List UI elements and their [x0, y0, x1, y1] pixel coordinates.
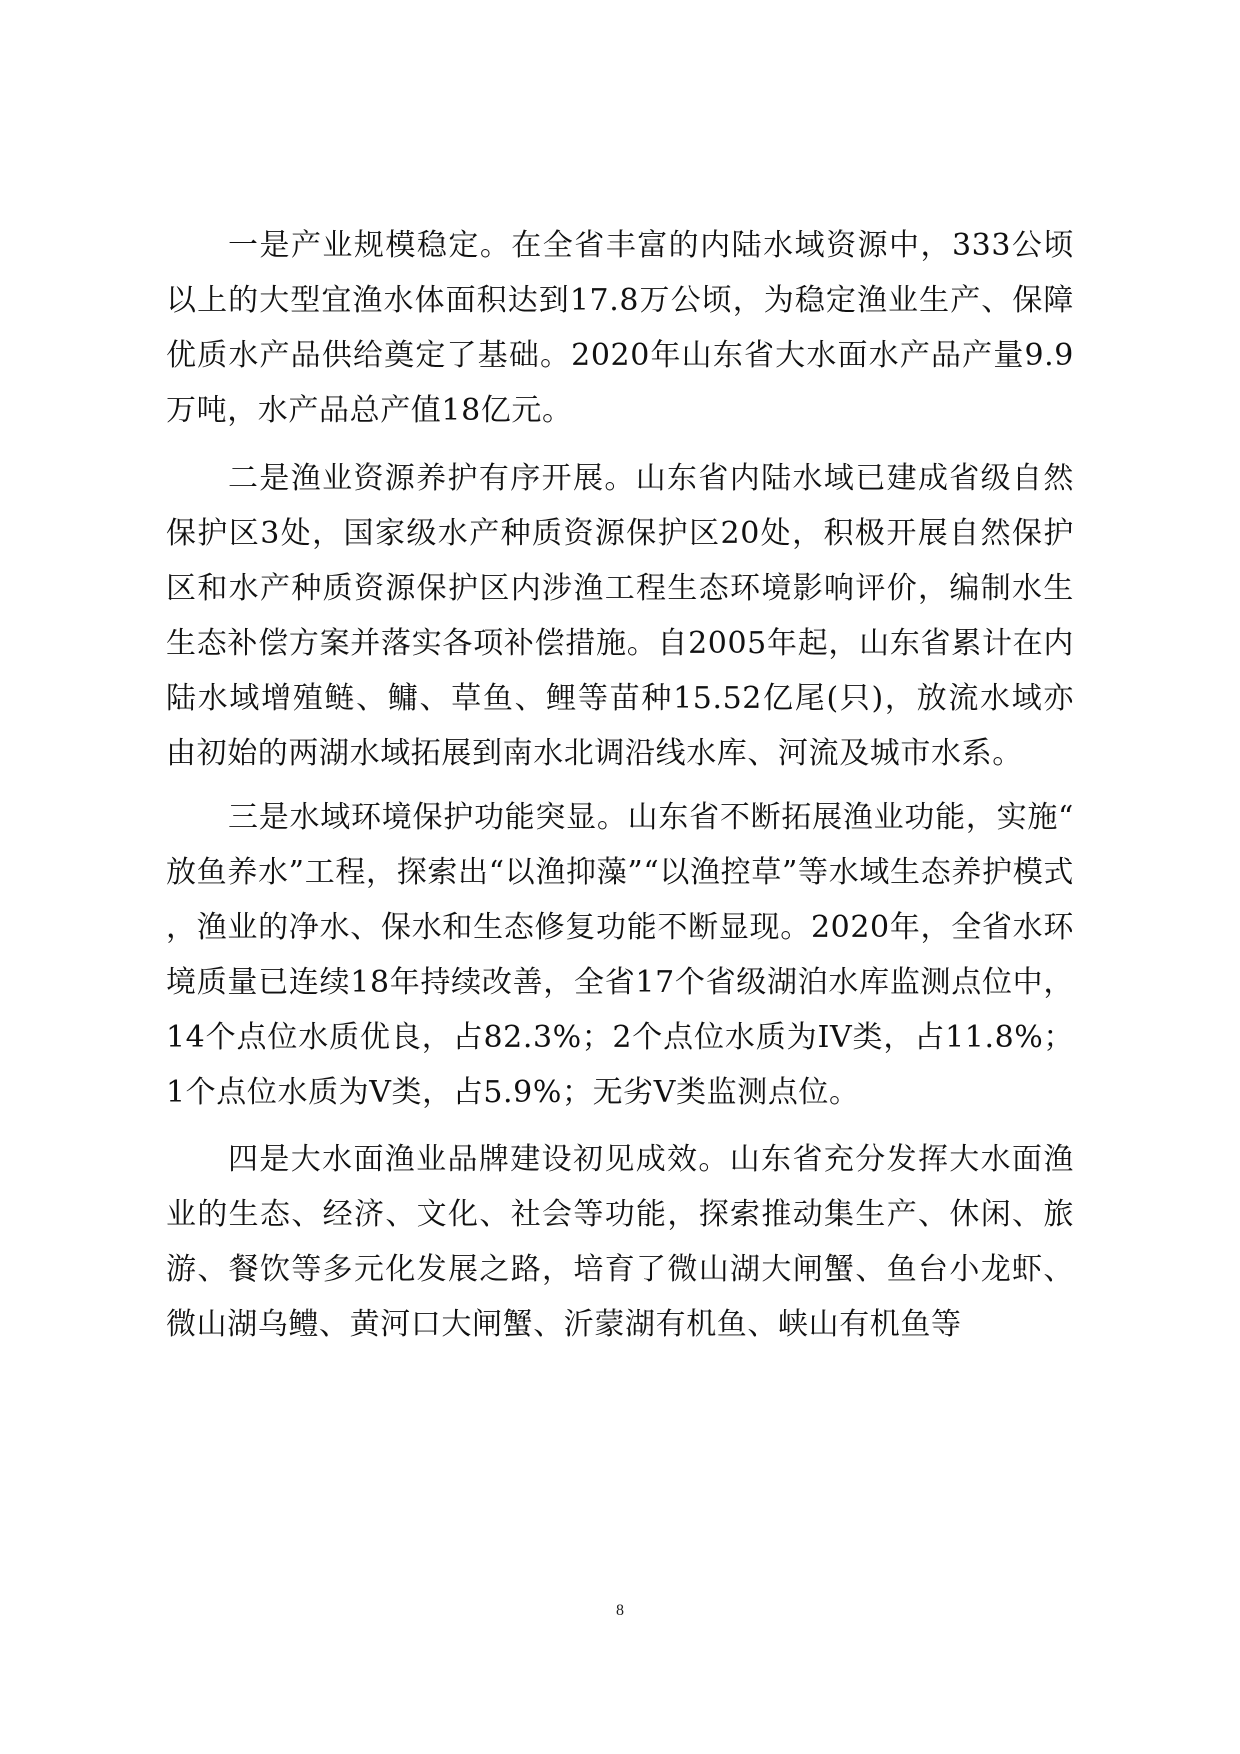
- paragraph-industry-scale: 一是产业规模稳定。在全省丰富的内陆水域资源中，333公顷以上的大型宜渔水体面积达到17.8万公顷，为稳定渔业生产、保障优质水产品供给奠定了基础。2020年山东省大水面水产品产量9.9万吨，水产品总产值18亿元。: [166, 228, 1074, 428]
- paragraph-brand-building: 四是大水面渔业品牌建设初见成效。山东省充分发挥大水面渔业的生态、经济、文化、社会等功能，探索推动集生产、休闲、旅游、餐饮等多元化发展之路，培育了微山湖大闸蟹、鱼台小龙虾、微山湖乌鳢、黄河口大闸蟹、沂蒙湖有机鱼、峡山有机鱼等: [166, 1142, 1074, 1342]
- page-number: 8: [616, 1602, 624, 1619]
- paragraph-water-environment: 三是水域环境保护功能突显。山东省不断拓展渔业功能，实施“放鱼养水”工程，探索出“以渔抑藻”“以渔控草”等水域生态养护模式，渔业的净水、保水和生态修复功能不断显现。2020年，全省水环境质量已连续18年持续改善，全省17个省级湖泊水库监测点位中，14个点位水质优良，占82.3%；2个点位水质为IV类，占11.8%；1个点位水质为V类，占5.9%；无劣V类监测点位。: [166, 800, 1074, 1110]
- paragraph-resource-conservation: 二是渔业资源养护有序开展。山东省内陆水域已建成省级自然保护区3处，国家级水产种质资源保护区20处，积极开展自然保护区和水产种质资源保护区内涉渔工程生态环境影响评价，编制水生生态补偿方案并落实各项补偿措施。自2005年起，山东省累计在内陆水域增殖鲢、鳙、草鱼、鲤等苗种15.52亿尾(只)，放流水域亦由初始的两湖水域拓展到南水北调沿线水库、河流及城市水系。: [166, 461, 1074, 771]
- body-text: [166, 218, 1074, 1352]
